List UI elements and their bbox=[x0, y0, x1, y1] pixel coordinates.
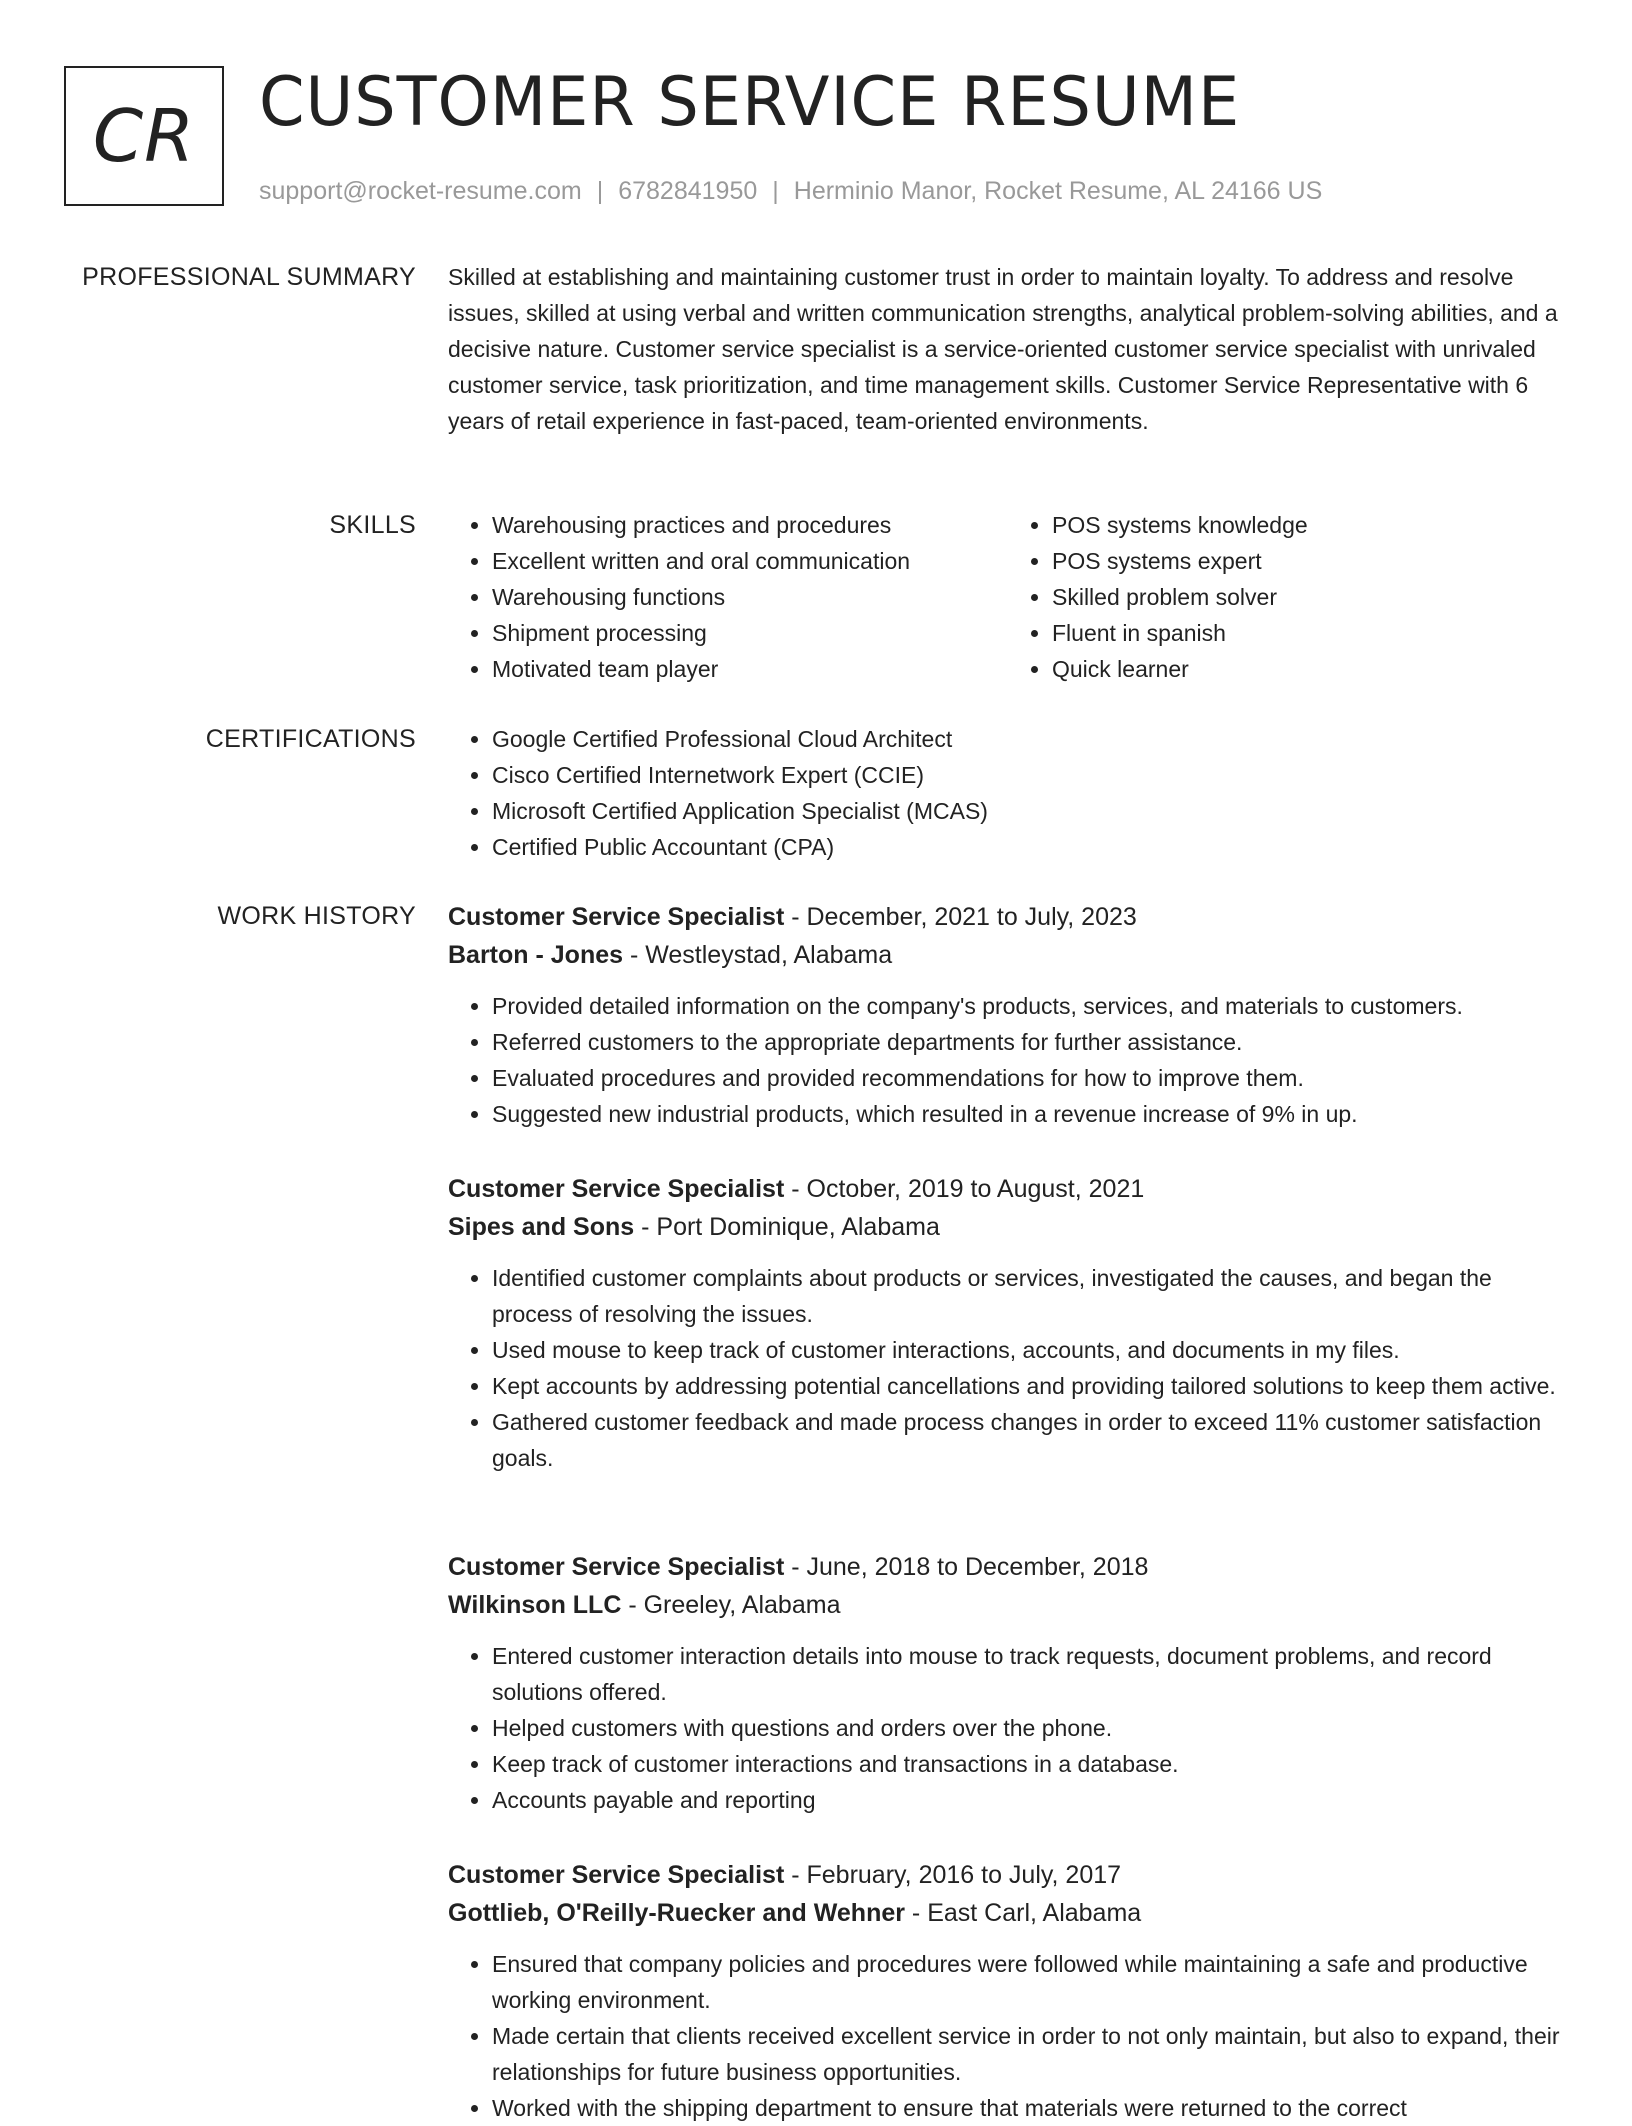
contact-line bbox=[259, 174, 1322, 208]
skill-item: • Excellent written and oral communication bbox=[492, 543, 1008, 579]
summary-text: Skilled at establishing and maintaining customer trust in order to maintain loyalty. To address and resolve issues, skilled at using verbal and written communication strengths, analytical problem-solving abilities, and a decisive nature. Customer service specialist is a service-oriented customer service specialist with unrivaled customer service, task prioritization, and time management skills. Customer Service Representative with 6 years of retail experience in fast-paced, team-oriented environments. bbox=[448, 264, 1558, 434]
job-entry bbox=[448, 1856, 1568, 2126]
job-title: Customer Service Specialist bbox=[448, 903, 785, 931]
job-entry bbox=[448, 1170, 1568, 1476]
skill-item: • POS systems expert bbox=[1052, 543, 1568, 579]
job-bullet: • Entered customer interaction details into mouse to track requests, document problems, and record solutions offered. bbox=[492, 1638, 1568, 1710]
section-label-skills: SKILLS bbox=[329, 511, 416, 539]
contact-email: support@rocket-resume.com bbox=[259, 177, 582, 205]
job-bullet: • Gathered customer feedback and made process changes in order to exceed 11% customer satisfaction goals. bbox=[492, 1404, 1568, 1476]
job-company: Barton - Jones bbox=[448, 941, 624, 969]
certification-item: • Certified Public Accountant (CPA) bbox=[492, 829, 1568, 865]
certifications-content bbox=[448, 721, 1568, 865]
job-dates: - June, 2018 to December, 2018 bbox=[784, 1553, 1149, 1581]
job-bullets bbox=[448, 988, 1568, 1132]
contact-separator: | bbox=[772, 177, 779, 205]
resume-title: CUSTOMER SERVICE RESUME bbox=[259, 63, 1241, 142]
job-location: - East Carl, Alabama bbox=[904, 1899, 1142, 1927]
job-company-line bbox=[448, 1894, 1568, 1932]
section-label-work: WORK HISTORY bbox=[217, 902, 416, 930]
job-dates: - December, 2021 to July, 2023 bbox=[784, 903, 1137, 931]
job-company-line bbox=[448, 1208, 1568, 1246]
job-bullets bbox=[448, 1946, 1568, 2126]
job-bullet: • Identified customer complaints about products or services, investigated the causes, and began the process of resolving the issues. bbox=[492, 1260, 1568, 1332]
job-title-line bbox=[448, 898, 1568, 936]
job-location: - Greeley, Alabama bbox=[621, 1591, 841, 1619]
job-bullets bbox=[448, 1638, 1568, 1818]
job-bullet: • Worked with the shipping department to ensure that materials were returned to the correct bbox=[492, 2090, 1568, 2126]
job-title-line bbox=[448, 1170, 1568, 1208]
job-bullet: • Suggested new industrial products, which resulted in a revenue increase of 9% in up. bbox=[492, 1096, 1568, 1132]
job-company-line bbox=[448, 1586, 1568, 1624]
contact-phone: 6782841950 bbox=[618, 177, 758, 205]
skill-item: • Fluent in spanish bbox=[1052, 615, 1568, 651]
job-company: Sipes and Sons bbox=[448, 1213, 635, 1241]
monogram: CR bbox=[64, 66, 224, 206]
skill-item: • Quick learner bbox=[1052, 651, 1568, 687]
job-bullet: • Provided detailed information on the company's products, services, and materials to customers. bbox=[492, 988, 1568, 1024]
job-entry bbox=[448, 1548, 1568, 1818]
skills-content bbox=[448, 507, 1568, 687]
skill-item: • Motivated team player bbox=[492, 651, 1008, 687]
skill-item: • POS systems knowledge bbox=[1052, 507, 1568, 543]
job-company: Gottlieb, O'Reilly-Ruecker and Wehner bbox=[448, 1899, 905, 1927]
summary-content bbox=[448, 259, 1568, 439]
job-bullet: • Kept accounts by addressing potential cancellations and providing tailored solutions to keep them active. bbox=[492, 1368, 1568, 1404]
skill-item: • Shipment processing bbox=[492, 615, 1008, 651]
job-bullet: • Keep track of customer interactions and transactions in a database. bbox=[492, 1746, 1568, 1782]
job-company-line bbox=[448, 936, 1568, 974]
contact-address: Herminio Manor, Rocket Resume, AL 24166 US bbox=[793, 177, 1323, 205]
section-label-certifications: CERTIFICATIONS bbox=[205, 725, 416, 753]
skills-list-2 bbox=[1008, 507, 1568, 687]
job-dates: - October, 2019 to August, 2021 bbox=[784, 1175, 1145, 1203]
job-bullet: • Ensured that company policies and procedures were followed while maintaining a safe and productive working environment. bbox=[492, 1946, 1568, 2018]
job-bullet: • Referred customers to the appropriate departments for further assistance. bbox=[492, 1024, 1568, 1060]
certifications-list bbox=[448, 721, 1568, 865]
job-company: Wilkinson LLC bbox=[448, 1591, 622, 1619]
skill-item: • Warehousing functions bbox=[492, 579, 1008, 615]
job-bullet: • Accounts payable and reporting bbox=[492, 1782, 1568, 1818]
job-location: - Port Dominique, Alabama bbox=[634, 1213, 940, 1241]
certification-item: • Cisco Certified Internetwork Expert (CCIE) bbox=[492, 757, 1568, 793]
job-bullet: • Made certain that clients received excellent service in order to not only maintain, but also to expand, their relationships for future business opportunities. bbox=[492, 2018, 1568, 2090]
job-location: - Westleystad, Alabama bbox=[623, 941, 893, 969]
job-bullets bbox=[448, 1260, 1568, 1476]
skill-item: • Skilled problem solver bbox=[1052, 579, 1568, 615]
job-title: Customer Service Specialist bbox=[448, 1861, 785, 1889]
job-title: Customer Service Specialist bbox=[448, 1175, 785, 1203]
certification-item: • Google Certified Professional Cloud Architect bbox=[492, 721, 1568, 757]
job-bullet: • Helped customers with questions and orders over the phone. bbox=[492, 1710, 1568, 1746]
job-bullet: • Used mouse to keep track of customer interactions, accounts, and documents in my files. bbox=[492, 1332, 1568, 1368]
skill-item: • Warehousing practices and procedures bbox=[492, 507, 1008, 543]
section-label-summary: PROFESSIONAL SUMMARY bbox=[82, 263, 416, 291]
contact-separator: | bbox=[596, 177, 604, 205]
job-dates: - February, 2016 to July, 2017 bbox=[784, 1861, 1122, 1889]
job-entry bbox=[448, 898, 1568, 1132]
job-title: Customer Service Specialist bbox=[448, 1553, 785, 1581]
job-title-line bbox=[448, 1548, 1568, 1586]
certification-item: • Microsoft Certified Application Specialist (MCAS) bbox=[492, 793, 1568, 829]
skills-list-1 bbox=[448, 507, 1008, 687]
job-title-line bbox=[448, 1856, 1568, 1894]
job-bullet: • Evaluated procedures and provided recommendations for how to improve them. bbox=[492, 1060, 1568, 1096]
